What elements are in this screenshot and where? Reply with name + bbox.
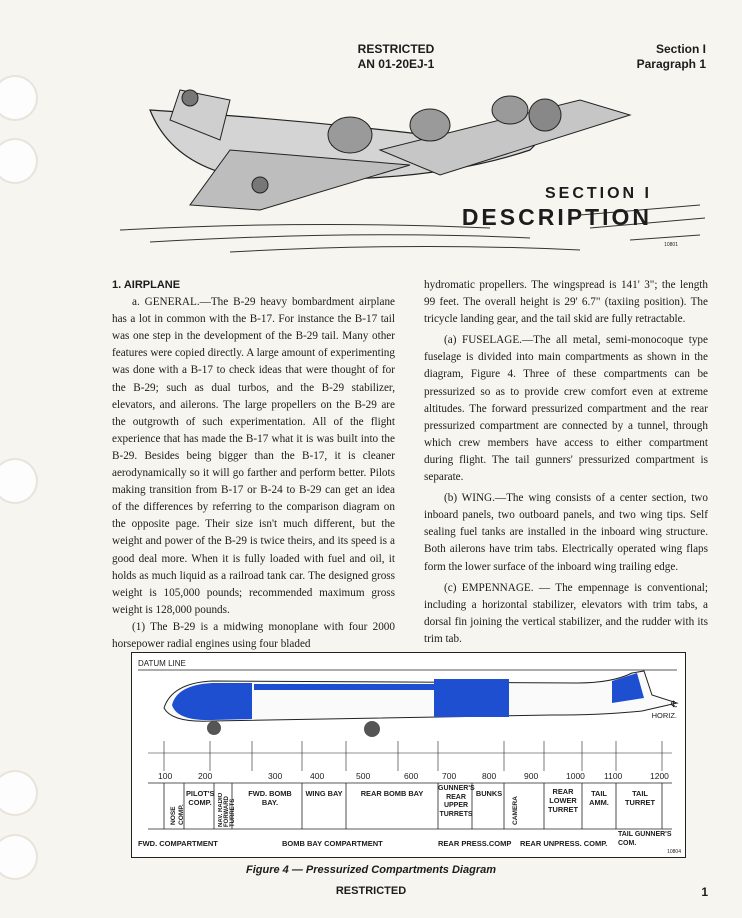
header-doc-number: AN 01-20EJ-1 bbox=[357, 57, 435, 71]
header-paragraph: Paragraph 1 bbox=[636, 57, 706, 71]
station-label: 1200 bbox=[650, 771, 669, 781]
header-section: Section I bbox=[655, 42, 706, 56]
station-label: 900 bbox=[524, 771, 539, 781]
para-wing: (b) WING.—The wing consists of a center section, two inboard panels, two outboard panels, and two wing tips. Self sealing fuel tanks are installed in the inboard wing structure. Both ailerons have trim tabs. Electrically operated wing flaps form the lower surface of the inboard wing trailing edge. bbox=[424, 492, 708, 573]
compartment-pilots: PILOT'S COMP. bbox=[186, 789, 215, 807]
station-label: 500 bbox=[356, 771, 371, 781]
station-label: 600 bbox=[404, 771, 419, 781]
left-column bbox=[112, 277, 395, 653]
section-label: SECTION I bbox=[544, 185, 652, 202]
station-label: 800 bbox=[482, 771, 497, 781]
station-label: 400 bbox=[310, 771, 325, 781]
b29-illustration bbox=[110, 80, 710, 260]
station-label: 700 bbox=[442, 771, 457, 781]
header-restricted: RESTRICTED bbox=[357, 42, 435, 56]
para-general: a. GENERAL.—The B-29 heavy bombardment airplane has a lot in common with the B-17. For instance the B-17 tail was one step in the development of the B-29 tail. Many other features were copied directly. A large amount of experimenting was done with a B-17 to check ideas that were thought of for the B-29; such as dual turbos, and the B-29 stabilizer, elevators, and ailerons. The large propellers on the B-29 are the outgrowth of such experimentation. All of the flight experience that has made the B-17 what it is was built into the B-29. Besides being bigger than the B-17, it is cleaner aerodynamically so it will go farther and perform better. Pilots making transition from B-17 or B-24 to B-29 can get an idea of the differences by referring to the comparison diagram on the opposite page. Their size isn't much different, but the weight and power of the B-29 is twice theirs, and its speed is a good deal more. When it is fully loaded with fuel and oil, it holds as much liquid as a railroad tank car. The designed gross weight is 105,000 pounds; recommended maximum gross weight is 128,000 pounds. bbox=[112, 296, 395, 616]
binder-hole bbox=[0, 458, 38, 504]
compartment-gunners: GUNNER'S REAR UPPER TURRETS bbox=[438, 785, 475, 818]
label-fwd-compartment: FWD. COMPARTMENT bbox=[138, 839, 218, 848]
diagram-art-number: 10804 bbox=[667, 849, 681, 855]
station-label: 300 bbox=[268, 771, 283, 781]
figure-caption: Figure 4 — Pressurized Compartments Diagram bbox=[245, 864, 496, 876]
compartment-rear-bomb-bay: REAR BOMB BAY bbox=[360, 789, 424, 798]
label-rear-unpress-comp: REAR UNPRESS. COMP. bbox=[520, 839, 608, 848]
header-right bbox=[637, 42, 706, 72]
section-name: DESCRIPTION bbox=[461, 204, 652, 230]
binder-hole bbox=[0, 138, 38, 184]
para-1: (1) The B-29 is a midwing monoplane with four 2000 horsepower radial engines using four bladed bbox=[112, 620, 395, 650]
fuselage-profile bbox=[132, 653, 685, 857]
compartment-nose: NOSE COMP. bbox=[170, 804, 185, 825]
section-heading: 1. AIRPLANE bbox=[112, 279, 181, 291]
illustration-art-number: 10801 bbox=[664, 242, 678, 248]
compartment-tail-turret: TAIL TURRET bbox=[625, 789, 655, 807]
compartment-nav: NAV. RADIO FORWARD TURRETS bbox=[218, 792, 236, 827]
station-label: 100 bbox=[158, 771, 173, 781]
binder-hole bbox=[0, 75, 38, 121]
datum-line-label: DATUM LINE bbox=[138, 659, 186, 668]
compartment-rear-lower-turret: REAR LOWER TURRET bbox=[548, 787, 578, 814]
compartment-bunks: BUNKS bbox=[475, 789, 503, 798]
page-number: 1 bbox=[701, 885, 708, 899]
station-label: 200 bbox=[198, 771, 213, 781]
compartment-wing-bay: WING BAY bbox=[305, 789, 343, 798]
para-empennage: (c) EMPENNAGE. — The empennage is conventional; including a horizontal stabilizer, elevators with trim tabs, a dorsal fin joining the vertical stabilizer, and the rudder with its trim tab. bbox=[424, 581, 708, 645]
compartment-fwd-bomb-bay: FWD. BOMB BAY. bbox=[248, 789, 292, 807]
horiz-label: HORIZ. bbox=[651, 711, 677, 720]
station-label: 1100 bbox=[604, 771, 623, 781]
binder-hole bbox=[0, 770, 38, 816]
compartments-diagram bbox=[131, 652, 686, 858]
label-rear-press-comp: REAR PRESS.COMP bbox=[438, 839, 512, 848]
centerline-symbol: ℄ bbox=[671, 699, 677, 709]
label-tail-gunners-comp: TAIL GUNNER'S COM. bbox=[618, 831, 672, 847]
right-column bbox=[424, 277, 708, 648]
para-fuselage: (a) FUSELAGE.—The all metal, semi-monocoque type fuselage is divided into main compartments as shown in the diagram, Figure 4. Three of these compartments can be pressurized so as to provide crew comfort even at extreme altitudes. The forward pressurized compartment and the rear pressurized compartment are connected by a tunnel, through which crew members have access to either compartment during flight. The tail gunners' pressurized compartment is separate. bbox=[424, 334, 708, 484]
label-bomb-bay-compartment: BOMB BAY COMPARTMENT bbox=[282, 839, 383, 848]
footer-restricted: RESTRICTED bbox=[335, 885, 407, 897]
station-label: 1000 bbox=[566, 771, 585, 781]
header-center bbox=[356, 42, 436, 72]
compartment-tail-amm: TAIL AMM. bbox=[589, 789, 609, 807]
compartment-camera: CAMERA bbox=[512, 796, 519, 825]
para-1-continued: hydromatic propellers. The wingspread is 141' 3"; the length 99 feet. The overall height is 29' 6.7" (taxiing position). The tricycle landing gear, and the tail skid are fully retractable. bbox=[424, 279, 708, 326]
